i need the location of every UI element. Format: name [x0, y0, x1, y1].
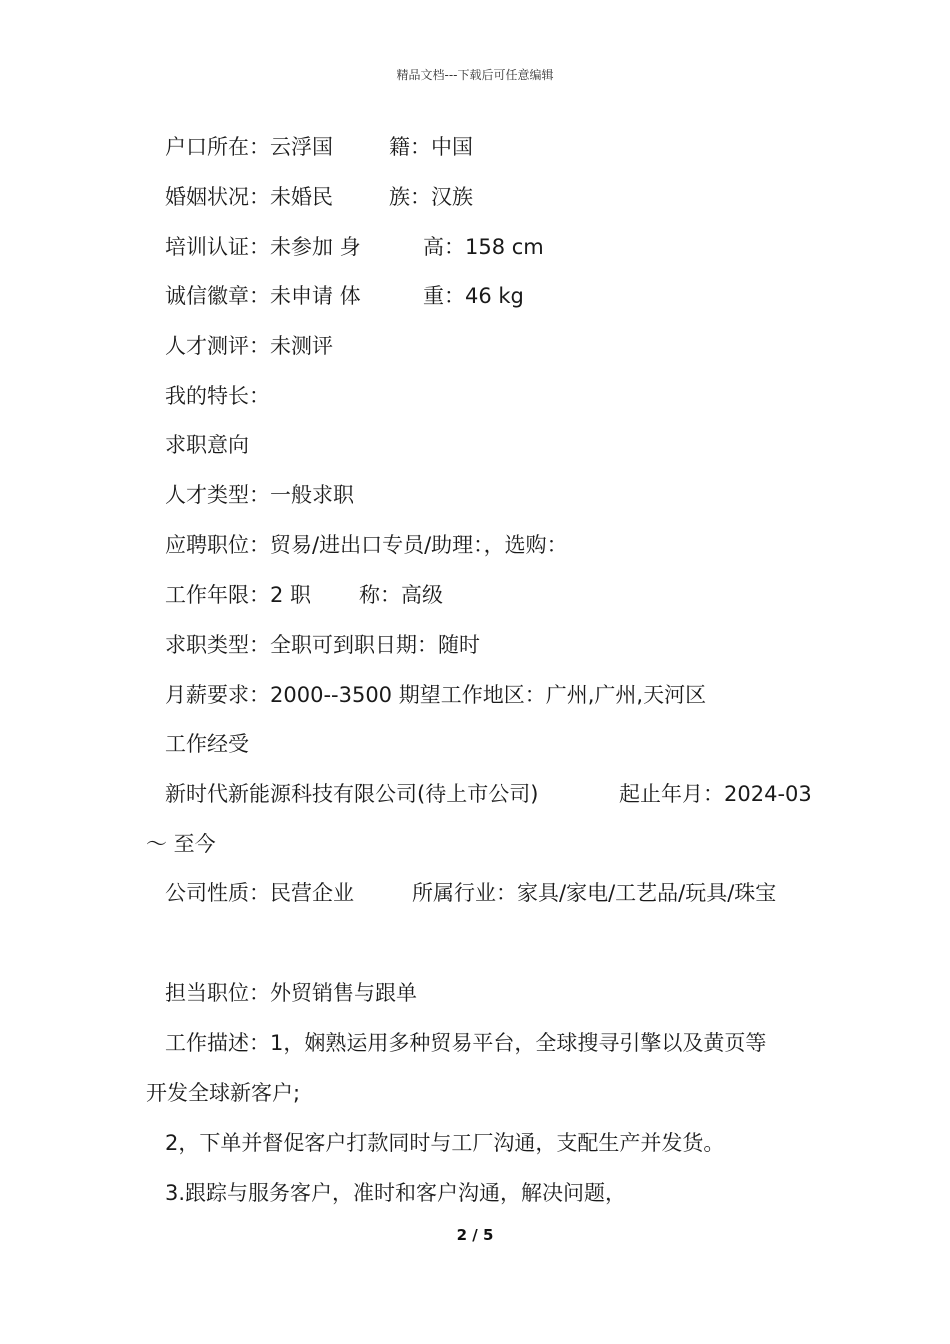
text-segment: 高：158 cm [423, 235, 544, 259]
text-segment: 公司性质：民营企业 [165, 881, 354, 905]
text-segment: 月薪要求：2000--3500 期望工作地区：广州,广州,天河区 [165, 683, 707, 707]
text-segment: 我的特长： [165, 384, 270, 408]
text-segment: 工作描述：1，娴熟运用多种贸易平台，全球搜寻引擎以及黄页等 [165, 1031, 767, 1055]
text-segment: 担当职位：外贸销售与跟单 [165, 981, 417, 1005]
text-segment: 3.跟踪与服务客户，准时和客户沟通，解决问题， [165, 1181, 627, 1205]
page-number: 2 / 5 [456, 1226, 494, 1244]
text-segment: 族：汉族 [389, 185, 473, 209]
text-segment: 籍：中国 [389, 135, 473, 159]
text-segment: 诚信徽章：未申请 体 [165, 284, 361, 308]
text-segment: 起止年月：2024-03 [619, 782, 812, 806]
text-segment: ～ 至今 [146, 832, 216, 856]
text-segment: 应聘职位：贸易/进出口专员/助理：，选购： [165, 533, 568, 557]
text-segment: 2，下单并督促客户打款同时与工厂沟通，支配生产并发货。 [165, 1131, 725, 1155]
text-segment: 人才类型：一般求职 [165, 483, 354, 507]
text-segment: 求职类型：全职可到职日期：随时 [165, 633, 480, 657]
text-segment: 婚姻状况：未婚民 [165, 185, 333, 209]
text-segment: 人才测评：未测评 [165, 334, 333, 358]
text-segment: 重：46 kg [423, 284, 524, 308]
page-header: 精品文档---下载后可任意编辑 [396, 68, 554, 82]
text-segment: 称：高级 [359, 583, 443, 607]
text-segment: 求职意向 [165, 433, 249, 457]
text-segment: 开发全球新客户; [146, 1081, 301, 1105]
text-segment: 所属行业：家具/家电/工艺品/玩具/珠宝 [412, 881, 777, 905]
text-segment: 工作年限：2 职 [165, 583, 312, 607]
text-segment: 户口所在：云浮国 [165, 135, 333, 159]
text-segment: 新时代新能源科技有限公司(待上市公司) [165, 782, 539, 806]
text-segment: 工作经受 [165, 732, 249, 756]
text-segment: 培训认证：未参加 身 [165, 235, 361, 259]
